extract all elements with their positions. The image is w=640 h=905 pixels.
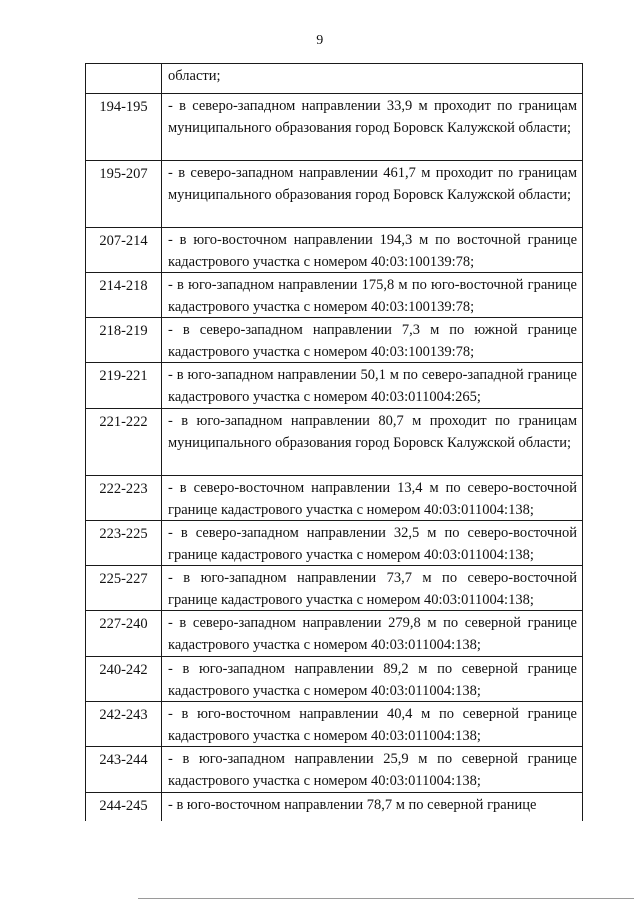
table-row xyxy=(86,521,582,566)
boundary-description-cell: - в юго-западном направлении 175,8 м по юго-восточной границе кадастрового участка с номером 40:03:100139:78; xyxy=(168,277,577,315)
point-range-cell: 222-223 xyxy=(86,476,162,520)
point-range-cell: 214-218 xyxy=(86,273,162,317)
point-range-cell: 218-219 xyxy=(86,318,162,362)
point-range-cell: 242-243 xyxy=(86,702,162,746)
boundary-description-cell: - в юго-западном направлении 25,9 м по северной границе кадастрового участка с номером 40:03:011004:138; xyxy=(168,751,577,789)
table-row xyxy=(86,409,582,476)
boundary-description-cell: - в юго-западном направлении 50,1 м по северо-западной границе кадастрового участка с номером 40:03:011004:265; xyxy=(168,367,577,405)
boundary-description-cell: - в юго-западном направлении 89,2 м по северной границе кадастрового участка с номером 40:03:011004:138; xyxy=(168,661,577,699)
boundary-description-cell: - в северо-западном направлении 33,9 м проходит по границам муниципального образования город Боровск Калужской области; xyxy=(168,98,577,136)
page-number: 9 xyxy=(316,33,324,48)
table-row xyxy=(86,161,582,228)
table-row xyxy=(86,94,582,161)
boundary-description-cell: - в юго-западном направлении 80,7 м проходит по границам муниципального образования город Боровск Калужской области; xyxy=(168,413,577,451)
point-range-cell: 221-222 xyxy=(86,409,162,475)
boundary-description-cell: - в юго-восточном направлении 194,3 м по восточной границе кадастрового участка с номером 40:03:100139:78; xyxy=(168,232,577,270)
point-range-cell: 195-207 xyxy=(86,161,162,227)
point-range-cell: 225-227 xyxy=(86,566,162,610)
table-row xyxy=(86,318,582,363)
table-row xyxy=(86,273,582,318)
table-row xyxy=(86,64,582,94)
table-row xyxy=(86,793,582,821)
table-row xyxy=(86,228,582,273)
point-range-cell: 223-225 xyxy=(86,521,162,565)
table-row xyxy=(86,702,582,747)
boundary-description-cell: - в северо-восточном направлении 13,4 м по северо-восточной границе кадастрового участка с номером 40:03:011004:138; xyxy=(168,480,577,518)
boundary-description-cell: - в юго-восточном направлении 40,4 м по северной границе кадастрового участка с номером 40:03:011004:138; xyxy=(168,706,577,744)
table-row xyxy=(86,476,582,521)
boundary-description-cell: области; xyxy=(168,68,221,84)
table-row xyxy=(86,566,582,611)
point-range-cell xyxy=(86,64,162,93)
point-range-cell: 243-244 xyxy=(86,747,162,792)
boundary-description-cell: - в юго-западном направлении 73,7 м по северо-восточной границе кадастрового участка с номером 40:03:011004:138; xyxy=(168,570,577,608)
point-range-cell: 244-245 xyxy=(86,793,162,821)
boundary-table xyxy=(85,63,583,821)
point-range-cell: 240-242 xyxy=(86,657,162,701)
table-row xyxy=(86,611,582,657)
point-range-cell: 207-214 xyxy=(86,228,162,272)
boundary-description-cell: - в северо-западном направлении 279,8 м по северной границе кадастрового участка с номером 40:03:011004:138; xyxy=(168,615,577,653)
point-range-cell: 227-240 xyxy=(86,611,162,656)
point-range-cell: 194-195 xyxy=(86,94,162,160)
boundary-description-cell: - в северо-западном направлении 461,7 м проходит по границам муниципального образования город Боровск Калужской области; xyxy=(168,165,577,203)
boundary-description-cell: - в северо-западном направлении 7,3 м по южной границе кадастрового участка с номером 40:03:100139:78; xyxy=(168,322,577,360)
table-row xyxy=(86,363,582,409)
boundary-description-cell: - в северо-западном направлении 32,5 м по северо-восточной границе кадастрового участка с номером 40:03:011004:138; xyxy=(168,525,577,563)
table-row xyxy=(86,747,582,793)
point-range-cell: 219-221 xyxy=(86,363,162,408)
scan-edge-line xyxy=(138,898,634,899)
boundary-description-cell: - в юго-восточном направлении 78,7 м по северной границе xyxy=(168,797,537,813)
table-row xyxy=(86,657,582,702)
